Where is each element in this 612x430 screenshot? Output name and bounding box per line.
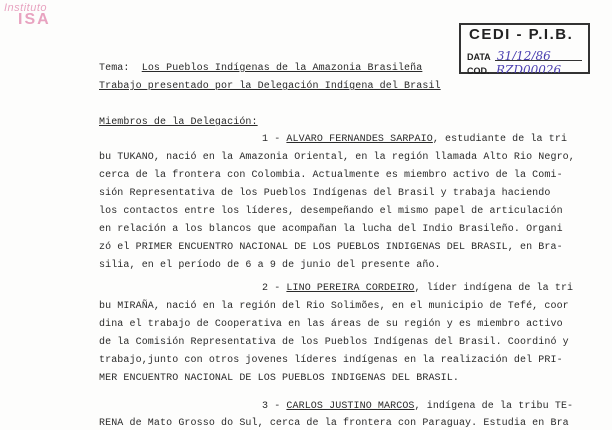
- stamp-code-row: [467, 63, 561, 77]
- stamp-date-label: DATA: [467, 52, 491, 62]
- member-2-line-1: bu MIRAÑA, nació en la región del Rio Solimões, en el municipio de Tefé, coor: [99, 301, 569, 312]
- member-1-line-7: silia, en el período de 6 a 9 de junio del presente año.: [99, 260, 441, 271]
- member-2-line-2: dina el trabajo de Cooperativa en las áreas de su región y es miembro activo: [99, 319, 563, 330]
- archive-watermark: [4, 2, 74, 32]
- members-heading: Miembros de la Delegación:: [99, 117, 258, 128]
- stamp-date-value: 31/12/86: [496, 49, 551, 63]
- stamp-code-label: COD.: [467, 66, 490, 76]
- member-1-number: 1 -: [262, 134, 287, 145]
- topic-label: Tema:: [99, 63, 130, 74]
- member-3-line-0: , indígena de la tribu TE-: [414, 401, 574, 412]
- member-2-first-line: [262, 283, 573, 295]
- member-2-number: 2 -: [262, 283, 287, 294]
- stamp-organization: CEDI - P.I.B.: [469, 26, 574, 43]
- member-1-line-2: cerca de la frontera con Colombia. Actualmente es miembro activo de la Comi-: [99, 170, 563, 181]
- member-3-name: CARLOS JUSTINO MARCOS: [286, 401, 415, 412]
- stamp-date-line: [495, 60, 582, 61]
- member-2-line-0: , líder indígena de la tri: [414, 283, 574, 294]
- document-subtitle: Trabajo presentado por la Delegación Indígena del Brasil: [99, 81, 441, 92]
- member-2-line-5: MER ENCUENTRO NACIONAL DE LOS PUEBLOS INDIGENAS DEL BRASIL.: [99, 373, 459, 384]
- member-1-line-5: en relación a los blancos que acompañan la lucha del Indio Brasileño. Organi: [99, 224, 563, 235]
- member-2-line-4: trabajo,junto con otros jovenes líderes indígenas en la realización del PRI-: [99, 355, 563, 366]
- member-1-line-1: bu TUKANO, nació en la Amazonia Oriental, en la región llamada Alto Rio Negro,: [99, 152, 575, 163]
- member-1-line-3: sión Representativa de los Pueblos Indígenas del Brasil y trabaja haciendo: [99, 188, 551, 199]
- member-1-first-line: [262, 134, 567, 146]
- stamp-code-value: RZD00026: [496, 63, 562, 77]
- member-3-first-line: [262, 401, 573, 413]
- stamp-code-line: [495, 73, 582, 74]
- member-1-line-4: los contactos entre los líderes, desempeñando el mismo papel de articulación: [99, 206, 563, 217]
- member-2-name: LINO PEREIRA CORDEIRO: [286, 283, 415, 294]
- member-3-line-1: RENA de Mato Grosso do Sul, cerca de la frontera con Paraguay. Estudia en Bra: [99, 418, 569, 429]
- topic-line: [99, 63, 422, 75]
- member-1-line-6: zó el PRIMER ENCUENTRO NACIONAL DE LOS PUEBLOS INDIGENAS DEL BRASIL, en Bra-: [99, 242, 563, 253]
- archive-stamp: [459, 23, 590, 77]
- watermark-small-text: Instituto: [4, 2, 48, 14]
- member-1-name: ALVARO FERNANDES SARPAIO: [286, 134, 433, 145]
- topic-title: Los Pueblos Indígenas de la Amazonia Brasileña: [141, 63, 423, 74]
- watermark-logo-text: ISA: [18, 11, 51, 28]
- member-2-line-3: de la Comisión Representativa de los Pueblos Indígenas del Brasil. Coordinó y: [99, 337, 569, 348]
- member-1-line-0: , estudiante de la tri: [432, 134, 568, 145]
- member-3-number: 3 -: [262, 401, 287, 412]
